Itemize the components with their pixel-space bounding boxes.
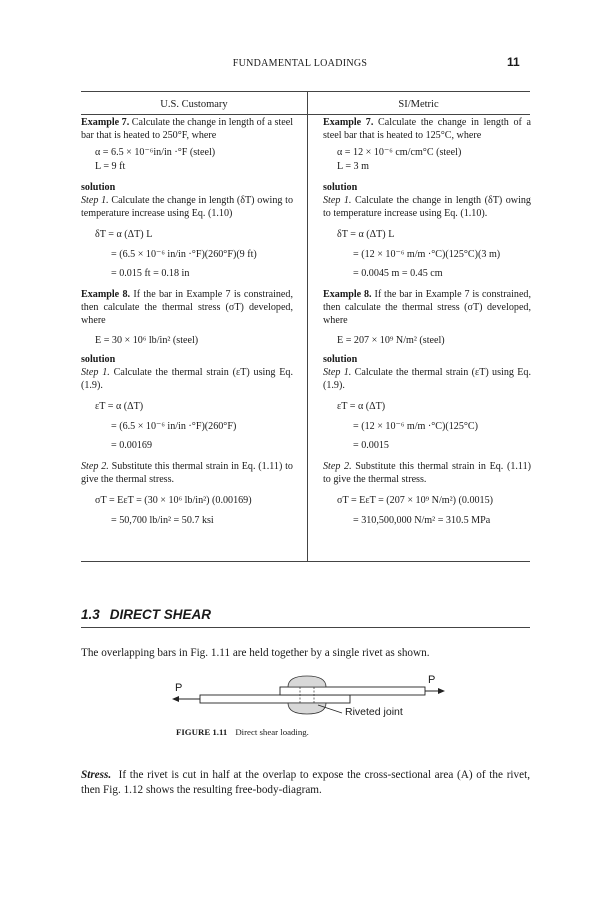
strain-step-1-text: Calculate the thermal strain (εT) using Eq. (1.9). (81, 367, 293, 392)
si-example-8-statement (323, 288, 531, 328)
si-example-8-text: If the bar in Example 7 is constrained, then calculate the thermal stress (σT) developed, where (323, 289, 531, 327)
strain-step-2-label: Step 2. (81, 461, 109, 473)
strain-step-1-label: Step 1. (81, 367, 110, 379)
length-equation: L = 9 ft (95, 160, 126, 172)
si-metric-column (323, 116, 531, 527)
section-intro: The overlapping bars in Fig. 1.11 are held together by a single rivet as shown. (81, 647, 430, 659)
example-7-text: Calculate the change in length of a steel bar that is heated to 250°F, where (81, 117, 294, 142)
si-example-7-title: Example 7. (323, 117, 374, 128)
example-8-title: Example 8. (81, 289, 131, 301)
si-length-equation: L = 3 m (337, 160, 369, 172)
delta-equation-2: = (6.5 × 10⁻⁶ in/in ·°F)(260°F)(9 ft) (111, 248, 257, 260)
si-solution-heading: solution (323, 181, 358, 193)
delta-equation-1: δT = α (ΔT) L (95, 229, 153, 241)
alpha-equation: α = 6.5 × 10⁻⁶in/in ·°F (steel) (95, 147, 216, 159)
rivet-head-bottom (288, 703, 326, 714)
si-stress-equation-2: = 310,500,000 N/m² = 310.5 MPa (353, 514, 491, 526)
table-top-rule (81, 91, 530, 92)
force-label-left: P (175, 682, 183, 694)
si-strain-step-1-label: Step 1. (323, 367, 352, 379)
page-number: 11 (507, 55, 520, 69)
force-label-right: P (428, 674, 436, 686)
section-heading (81, 607, 211, 622)
column-title-si: SI/Metric (398, 99, 439, 110)
stress-paragraph (81, 768, 530, 798)
delta-equation-3: = 0.015 ft = 0.18 in (111, 267, 190, 279)
si-strain-equation-2: = (12 × 10⁻⁶ m/m ·°C)(125°C) (353, 420, 479, 432)
si-strain-step-1-paragraph (323, 366, 531, 392)
si-example-7-statement (323, 116, 531, 142)
us-customary-column (81, 116, 293, 527)
solution-heading: solution (81, 181, 116, 193)
figure-caption-label: FIGURE 1.11 (176, 727, 228, 737)
figure-1-11-diagram (170, 672, 450, 724)
force-arrow-right-head (438, 688, 445, 694)
strain-equation-3: = 0.00169 (111, 439, 153, 451)
si-strain-equation-1: εT = α (ΔT) (337, 401, 386, 413)
table-bottom-rule (81, 561, 530, 562)
stress-equation-2: = 50,700 lb/in² = 50.7 ksi (111, 514, 214, 526)
si-alpha-equation: α = 12 × 10⁻⁶ cm/cm°C (steel) (337, 147, 462, 159)
section-number: 1.3 (81, 607, 100, 622)
example-7-statement (81, 116, 293, 142)
si-solution-heading-2: solution (323, 353, 358, 365)
example-7-title: Example 7. (81, 117, 130, 128)
force-arrow-left-head (172, 696, 179, 702)
si-modulus-equation: E = 207 × 10⁹ N/m² (steel) (337, 334, 445, 346)
solution-heading-2: solution (81, 353, 116, 365)
step-1-text: Calculate the change in length (δT) owing to temperature increase using Eq. (1.10) (81, 195, 293, 220)
strain-step-1-paragraph (81, 366, 293, 392)
table-head-rule (81, 114, 530, 115)
si-strain-step-2-text: Substitute this thermal strain in Eq. (1.11) to give the thermal stress. (323, 461, 531, 486)
si-delta-equation-2: = (12 × 10⁻⁶ m/m ·°C)(125°C)(3 m) (353, 248, 501, 260)
running-header: FUNDAMENTAL LOADINGS (232, 58, 368, 69)
column-title-us: U.S. Customary (160, 99, 228, 110)
step-1-label: Step 1. (81, 195, 109, 207)
si-delta-equation-3: = 0.0045 m = 0.45 cm (353, 267, 443, 279)
strain-step-2-text: Substitute this thermal strain in Eq. (1.11) to give the thermal stress. (81, 461, 293, 486)
si-example-8-title: Example 8. (323, 289, 372, 301)
example-8-text: If the bar in Example 7 is constrained, then calculate the thermal stress (σT) developed, where (81, 289, 293, 327)
strain-equation-1: εT = α (ΔT) (95, 401, 144, 413)
si-example-7-text: Calculate the change in length of a steel bar that is heated to 125°C, where (323, 117, 532, 142)
si-step-1-label: Step 1. (323, 195, 352, 207)
si-strain-step-2-label: Step 2. (323, 461, 352, 473)
si-step-1-text: Calculate the change in length (δT) owing to temperature increase using Eq. (1.10). (323, 195, 531, 220)
section-rule (81, 627, 530, 628)
riveted-joint-callout: Riveted joint (345, 706, 403, 718)
si-strain-step-2-paragraph (323, 460, 531, 486)
figure-caption (176, 727, 309, 737)
si-strain-equation-3: = 0.0015 (353, 439, 389, 451)
stress-equation-1: σT = EεT = (30 × 10⁶ lb/in²) (0.00169) (95, 495, 252, 507)
stress-text: If the rivet is cut in half at the overlap to expose the cross-sectional area (A) of the rivet, then Fig. 1.12 shows the resulting free-body-diagram. (81, 769, 530, 796)
lower-bar (200, 695, 350, 703)
strain-equation-2: = (6.5 × 10⁻⁶ in/in ·°F)(260°F) (111, 420, 237, 432)
strain-step-2-paragraph (81, 460, 293, 486)
figure-caption-text: Direct shear loading. (235, 727, 309, 737)
si-strain-step-1-text: Calculate the thermal strain (εT) using Eq. (1.9). (323, 367, 531, 392)
stress-lead: Stress. (81, 769, 112, 781)
upper-bar (280, 687, 425, 695)
step-1-paragraph (81, 194, 293, 220)
si-stress-equation-1: σT = EεT = (207 × 10⁹ N/m²) (0.0015) (337, 495, 494, 507)
table-column-divider (307, 91, 308, 561)
modulus-equation: E = 30 × 10⁶ lb/in² (steel) (95, 334, 199, 346)
rivet-head-top (288, 676, 326, 687)
si-step-1-paragraph (323, 194, 531, 220)
section-title: DIRECT SHEAR (109, 607, 212, 622)
si-delta-equation-1: δT = α (ΔT) L (337, 229, 395, 241)
example-8-statement (81, 288, 293, 328)
